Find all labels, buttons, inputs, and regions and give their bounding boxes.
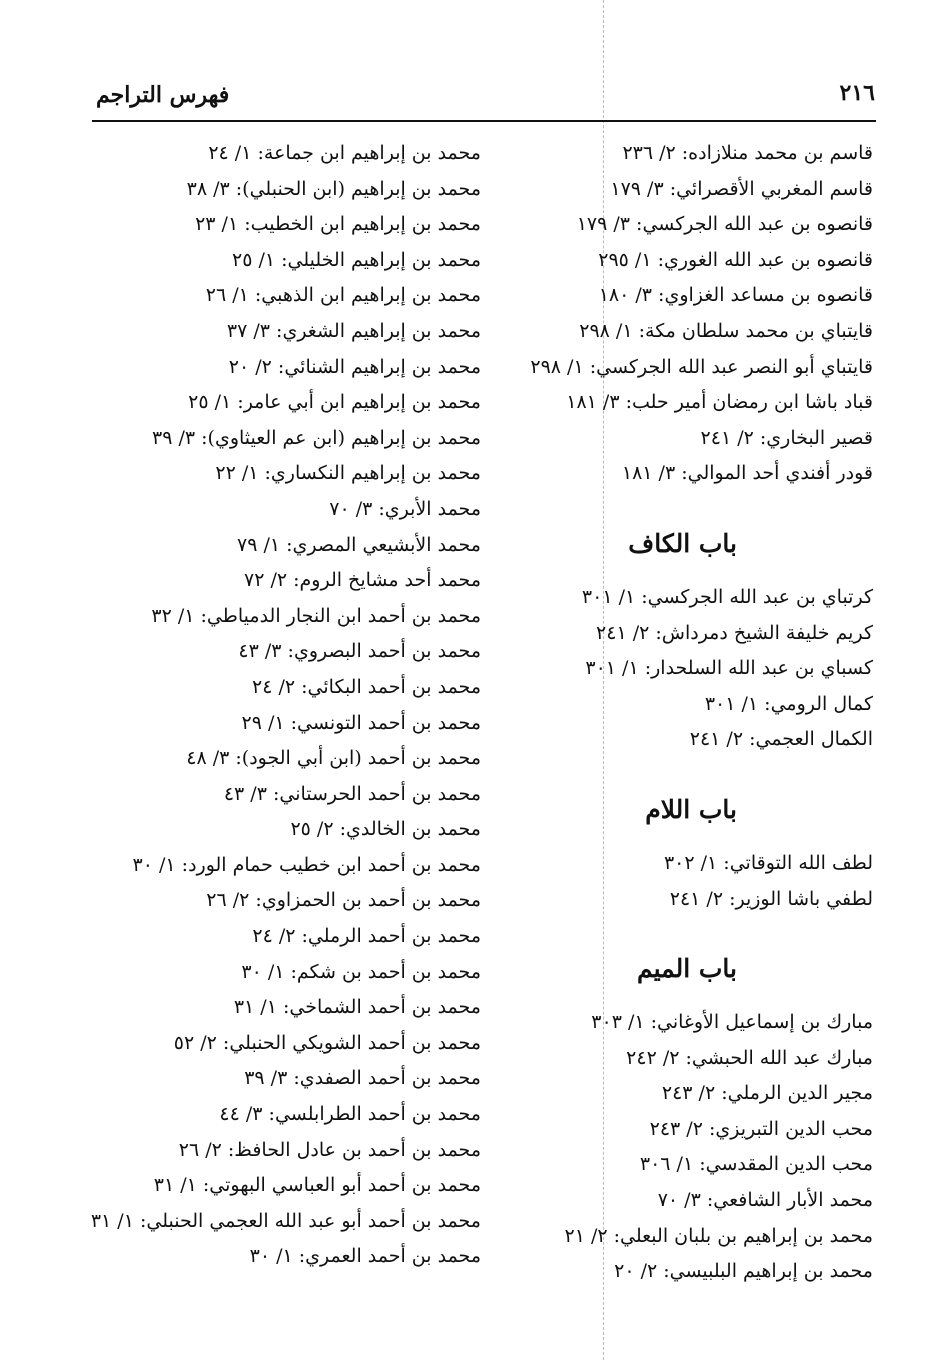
index-entry: قايتباي بن محمد سلطان مكة: ١/ ٢٩٨ [579, 319, 873, 342]
index-entry: محمد الأبري: ٣/ ٧٠ [329, 497, 481, 520]
index-entry: محمد بن أحمد البصروي: ٣/ ٤٣ [238, 640, 481, 663]
index-entry: مبارك عبد الله الحبشي: ٢/ ٢٤٢ [626, 1046, 873, 1069]
index-entry: محمد بن أحمد ابن النجار الدمياطي: ١/ ٣٢ [151, 604, 481, 627]
index-entry: كرتباي بن عبد الله الجركسي: ١/ ٣٠١ [581, 585, 873, 608]
index-entry: محمد بن أحمد التونسي: ١/ ٢٩ [241, 711, 481, 734]
section-heading-kaf: باب الكاف [628, 528, 737, 558]
index-entry: محمد بن إبراهيم البلبيسي: ٢/ ٢٠ [614, 1260, 873, 1283]
index-entry: محمد بن إبراهيم (ابن عم العيثاوي): ٣/ ٣٩ [152, 426, 481, 449]
index-entry: كمال الرومي: ١/ ٣٠١ [704, 692, 873, 715]
page-number: ٢١٦ [839, 80, 875, 106]
index-entry: كريم خليفة الشيخ دمرداش: ٢/ ٢٤١ [596, 621, 873, 644]
section-heading-lam: باب اللام [645, 794, 737, 824]
group-lam-entries [533, 846, 873, 917]
index-entry: محمد بن إبراهيم ابن الخطيب: ١/ ٢٣ [195, 213, 481, 236]
index-entry: قصير البخاري: ٢/ ٢٤١ [700, 426, 873, 449]
index-entry: محمد بن أحمد الشماخي: ١/ ٣١ [233, 996, 481, 1019]
group-qaf-entries [530, 136, 873, 492]
index-entry: محمد بن إبراهيم الشغري: ٣/ ٣٧ [226, 319, 481, 342]
index-entry: محمد بن إبراهيم ابن أبي عامر: ١/ ٢٥ [188, 391, 481, 414]
index-entry: محمد بن أحمد البكائي: ٢/ ٢٤ [252, 675, 481, 698]
index-entry: قانصوه بن مساعد الغزاوي: ٣/ ١٨٠ [598, 284, 873, 307]
index-entry: قاسم بن محمد منلازاده: ٢/ ٢٣٦ [622, 142, 873, 164]
section-heading-mim: باب الميم [636, 954, 737, 984]
header-rule [92, 120, 876, 122]
index-entry: محمد بن أحمد بن شكم: ١/ ٣٠ [241, 960, 481, 983]
index-entry: قباد باشا ابن رمضان أمير حلب: ٣/ ١٨١ [566, 391, 873, 414]
index-entry: محمد أحد مشايخ الروم: ٢/ ٧٢ [243, 569, 481, 592]
index-entry: محمد بن أحمد أبو عبد الله العجمي الحنبلي: ١/ ٣١ [90, 1209, 481, 1232]
left-column [90, 136, 481, 1275]
index-entry: محمد بن أحمد ابن خطيب حمام الورد: ١/ ٣٠ [132, 853, 481, 876]
index-entry: محمد بن أحمد بن عادل الحافظ: ٢/ ٢٦ [178, 1138, 481, 1161]
group-kaf-entries [533, 580, 873, 758]
index-entry: محمد الأبشيعي المصري: ١/ ٧٩ [237, 533, 481, 556]
index-entry: محمد بن إبراهيم (ابن الحنبلي): ٣/ ٣٨ [186, 177, 481, 200]
index-entry: محمد بن أحمد بن الحمزاوي: ٢/ ٢٦ [206, 889, 481, 912]
index-entry: محب الدين التبريزي: ٢/ ٢٤٣ [649, 1117, 873, 1140]
index-entry: محب الدين المقدسي: ١/ ٣٠٦ [639, 1153, 873, 1176]
index-entry: مجير الدين الرملي: ٢/ ٢٤٣ [661, 1082, 873, 1105]
index-entry: لطفي باشا الوزير: ٢/ ٢٤١ [669, 887, 873, 910]
index-entry: قانصوه بن عبد الله الجركسي: ٣/ ١٧٩ [576, 213, 873, 236]
index-entry: قودر أفندي أحد الموالي: ٣/ ١٨١ [621, 462, 873, 485]
running-header-title: فهرس التراجم [96, 82, 230, 108]
index-entry: قايتباي أبو النصر عبد الله الجركسي: ١/ ٢٩٨ [530, 355, 873, 378]
index-entry: كسباي بن عبد الله السلحدار: ١/ ٣٠١ [585, 657, 873, 680]
index-entry: محمد بن إبراهيم الشنائي: ٢/ ٢٠ [228, 355, 481, 378]
index-entry: محمد بن إبراهيم الخليلي: ١/ ٢٥ [231, 248, 481, 271]
index-entry: لطف الله التوقاتي: ١/ ٣٠٢ [663, 851, 873, 874]
index-entry: محمد بن إبراهيم ابن الذهبي: ١/ ٢٦ [205, 284, 481, 307]
index-entry: قاسم المغربي الأقصرائي: ٣/ ١٧٩ [610, 177, 873, 200]
index-entry: محمد بن إبراهيم بن بلبان البعلي: ٢/ ٢١ [564, 1224, 873, 1247]
index-entry: مبارك بن إسماعيل الأوغاني: ١/ ٣٠٣ [591, 1011, 873, 1034]
index-entry: محمد بن أحمد الصفدي: ٣/ ٣٩ [244, 1067, 481, 1090]
index-entry: قانصوه بن عبد الله الغوري: ١/ ٢٩٥ [598, 248, 873, 271]
right-column [530, 136, 873, 1290]
index-entry: محمد الأبار الشافعي: ٣/ ٧٠ [657, 1189, 873, 1212]
index-entry: محمد بن أحمد الرملي: ٢/ ٢٤ [252, 925, 481, 948]
index-entry: محمد بن أحمد (ابن أبي الجود): ٣/ ٤٨ [186, 747, 481, 770]
index-entry: محمد بن إبراهيم النكساري: ١/ ٢٢ [215, 462, 481, 485]
index-entry: محمد بن أحمد الشويكي الحنبلي: ٢/ ٥٢ [173, 1031, 481, 1054]
index-entry: محمد بن إبراهيم ابن جماعة: ١/ ٢٤ [208, 142, 481, 164]
index-entry: محمد بن أحمد أبو العباسي البهوتي: ١/ ٣١ [153, 1174, 481, 1197]
index-entry: محمد بن الخالدي: ٢/ ٢٥ [290, 818, 481, 841]
index-entry: محمد بن أحمد الطرابلسي: ٣/ ٤٤ [219, 1103, 481, 1126]
index-entry: محمد بن أحمد العمري: ١/ ٣٠ [249, 1245, 481, 1268]
index-entry: محمد بن أحمد الحرستاني: ٣/ ٤٣ [223, 782, 481, 805]
index-entry: الكمال العجمي: ٢/ ٢٤١ [689, 728, 873, 751]
group-mim-entries [533, 1005, 873, 1290]
